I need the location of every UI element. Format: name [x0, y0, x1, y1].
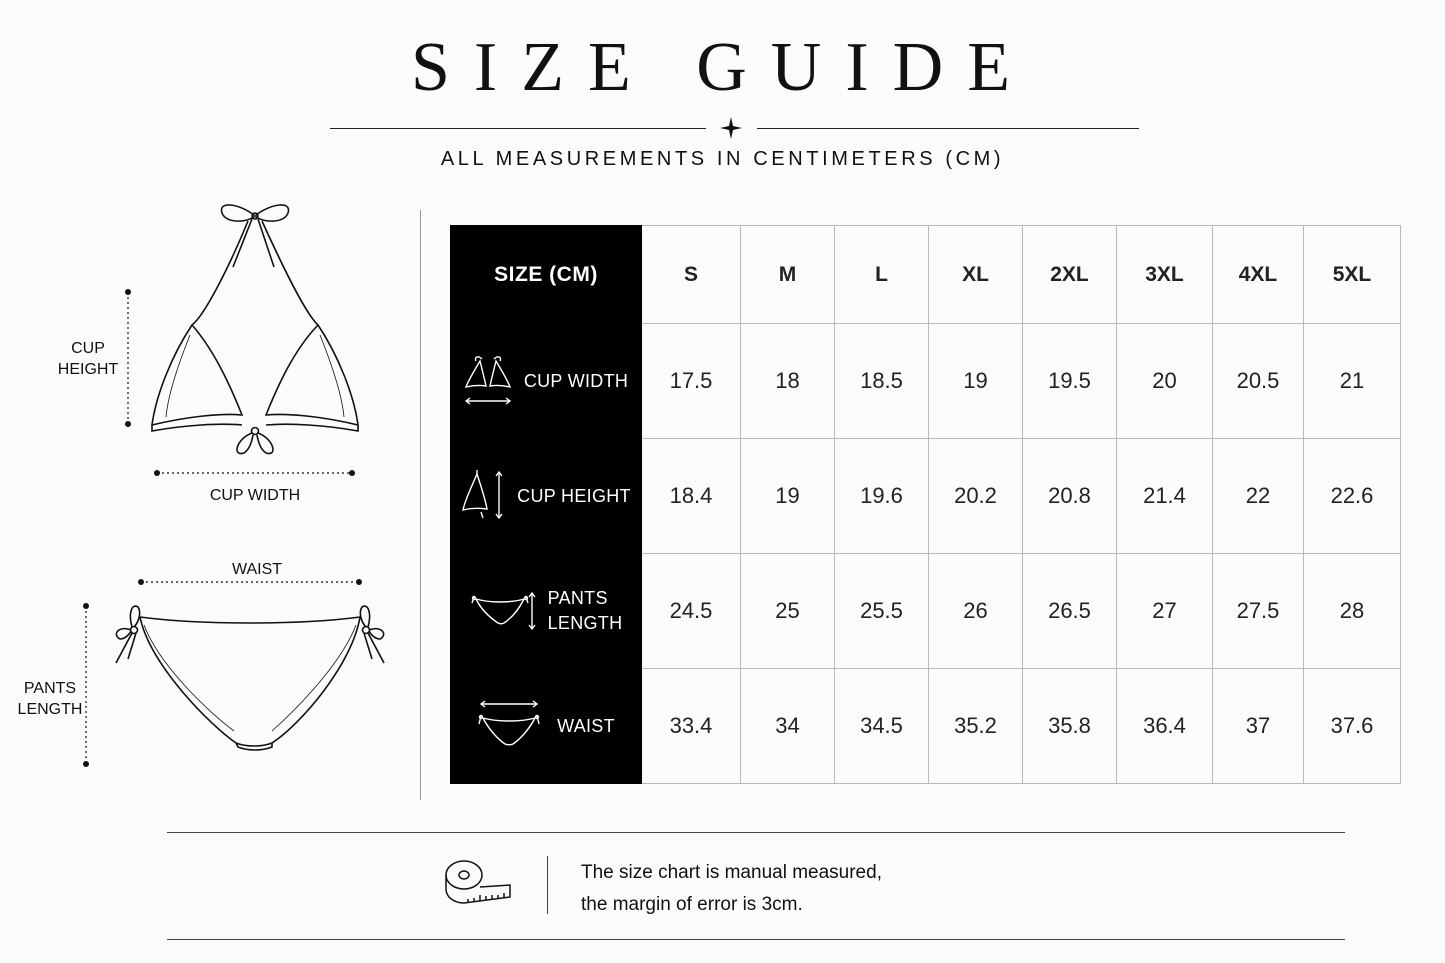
value-cell: 34 [741, 669, 835, 784]
row-label: CUP WIDTH [523, 370, 629, 391]
bikini-top-diagram [0, 195, 420, 515]
table-row [451, 554, 1401, 669]
value-cell: 22.6 [1304, 439, 1401, 554]
value-cell: 27 [1117, 554, 1213, 669]
table-row [451, 324, 1401, 439]
diagram-table-divider [420, 210, 421, 800]
value-cell: 35.8 [1023, 669, 1117, 784]
page-title: SIZE GUIDE [411, 29, 1034, 106]
note-line-1: The size chart is manual measured, [581, 862, 882, 883]
value-cell: 26.5 [1023, 554, 1117, 669]
value-cell: 28 [1304, 554, 1401, 669]
table-row [451, 669, 1401, 784]
value-cell: 21.4 [1117, 439, 1213, 554]
value-cell: 20.8 [1023, 439, 1117, 554]
size-header-cell: SIZE (CM) [451, 226, 642, 324]
pants-length-label: PANTS LENGTH [17, 680, 83, 718]
size-col-header: L [835, 226, 929, 324]
sparkle-icon [719, 116, 743, 140]
value-cell: 24.5 [642, 554, 741, 669]
value-cell: 35.2 [929, 669, 1023, 784]
value-cell: 19 [741, 439, 835, 554]
value-cell: 25.5 [835, 554, 929, 669]
value-cell: 21 [1304, 324, 1401, 439]
value-cell: 22 [1213, 439, 1304, 554]
waist-label: WAIST [231, 561, 283, 578]
cup-height-label: CUP HEIGHT [57, 340, 119, 378]
bikini-top-width-icon [464, 353, 512, 409]
row-label: WAIST [557, 715, 615, 736]
footer-divider [547, 856, 548, 914]
measuring-tape-icon [444, 857, 516, 909]
value-cell: 34.5 [835, 669, 929, 784]
value-cell: 18 [741, 324, 835, 439]
row-header-waist [451, 669, 642, 784]
page-subtitle: ALL MEASUREMENTS IN CENTIMETERS (CM) [440, 148, 1005, 170]
bikini-bottom-waist-icon [477, 698, 541, 754]
value-cell: 20 [1117, 324, 1213, 439]
bikini-top-height-icon [461, 468, 505, 524]
footer-rule-top [167, 832, 1345, 833]
table-header-row [451, 226, 1401, 324]
size-col-header: S [642, 226, 741, 324]
value-cell: 37 [1213, 669, 1304, 784]
row-label: LENGTH [547, 613, 623, 633]
size-col-header: XL [929, 226, 1023, 324]
row-header-pants-length [451, 554, 642, 669]
value-cell: 25 [741, 554, 835, 669]
title-rule-left [330, 128, 706, 129]
row-label: CUP HEIGHT [517, 485, 631, 506]
value-cell: 27.5 [1213, 554, 1304, 669]
value-cell: 36.4 [1117, 669, 1213, 784]
bikini-bottom-diagram [0, 555, 420, 785]
size-table [450, 225, 1401, 784]
value-cell: 26 [929, 554, 1023, 669]
value-cell: 20.5 [1213, 324, 1304, 439]
row-header-cup-width [451, 324, 642, 439]
footer-note [581, 857, 882, 921]
note-line-2: the margin of error is 3cm. [581, 894, 803, 915]
size-col-header: 3XL [1117, 226, 1213, 324]
footer-rule-bottom [167, 939, 1345, 940]
value-cell: 19 [929, 324, 1023, 439]
bikini-bottom-length-icon [470, 589, 536, 633]
value-cell: 20.2 [929, 439, 1023, 554]
row-header-cup-height [451, 439, 642, 554]
value-cell: 19.5 [1023, 324, 1117, 439]
title-rule-right [757, 128, 1139, 129]
value-cell: 37.6 [1304, 669, 1401, 784]
table-row [451, 439, 1401, 554]
value-cell: 33.4 [642, 669, 741, 784]
value-cell: 18.4 [642, 439, 741, 554]
value-cell: 17.5 [642, 324, 741, 439]
cup-width-label: CUP WIDTH [209, 487, 301, 504]
bikini-bottom-illustration [0, 555, 420, 785]
size-col-header: M [741, 226, 835, 324]
size-col-header: 2XL [1023, 226, 1117, 324]
size-col-header: 4XL [1213, 226, 1304, 324]
row-label: PANTS [547, 588, 608, 608]
value-cell: 18.5 [835, 324, 929, 439]
value-cell: 19.6 [835, 439, 929, 554]
size-col-header: 5XL [1304, 226, 1401, 324]
